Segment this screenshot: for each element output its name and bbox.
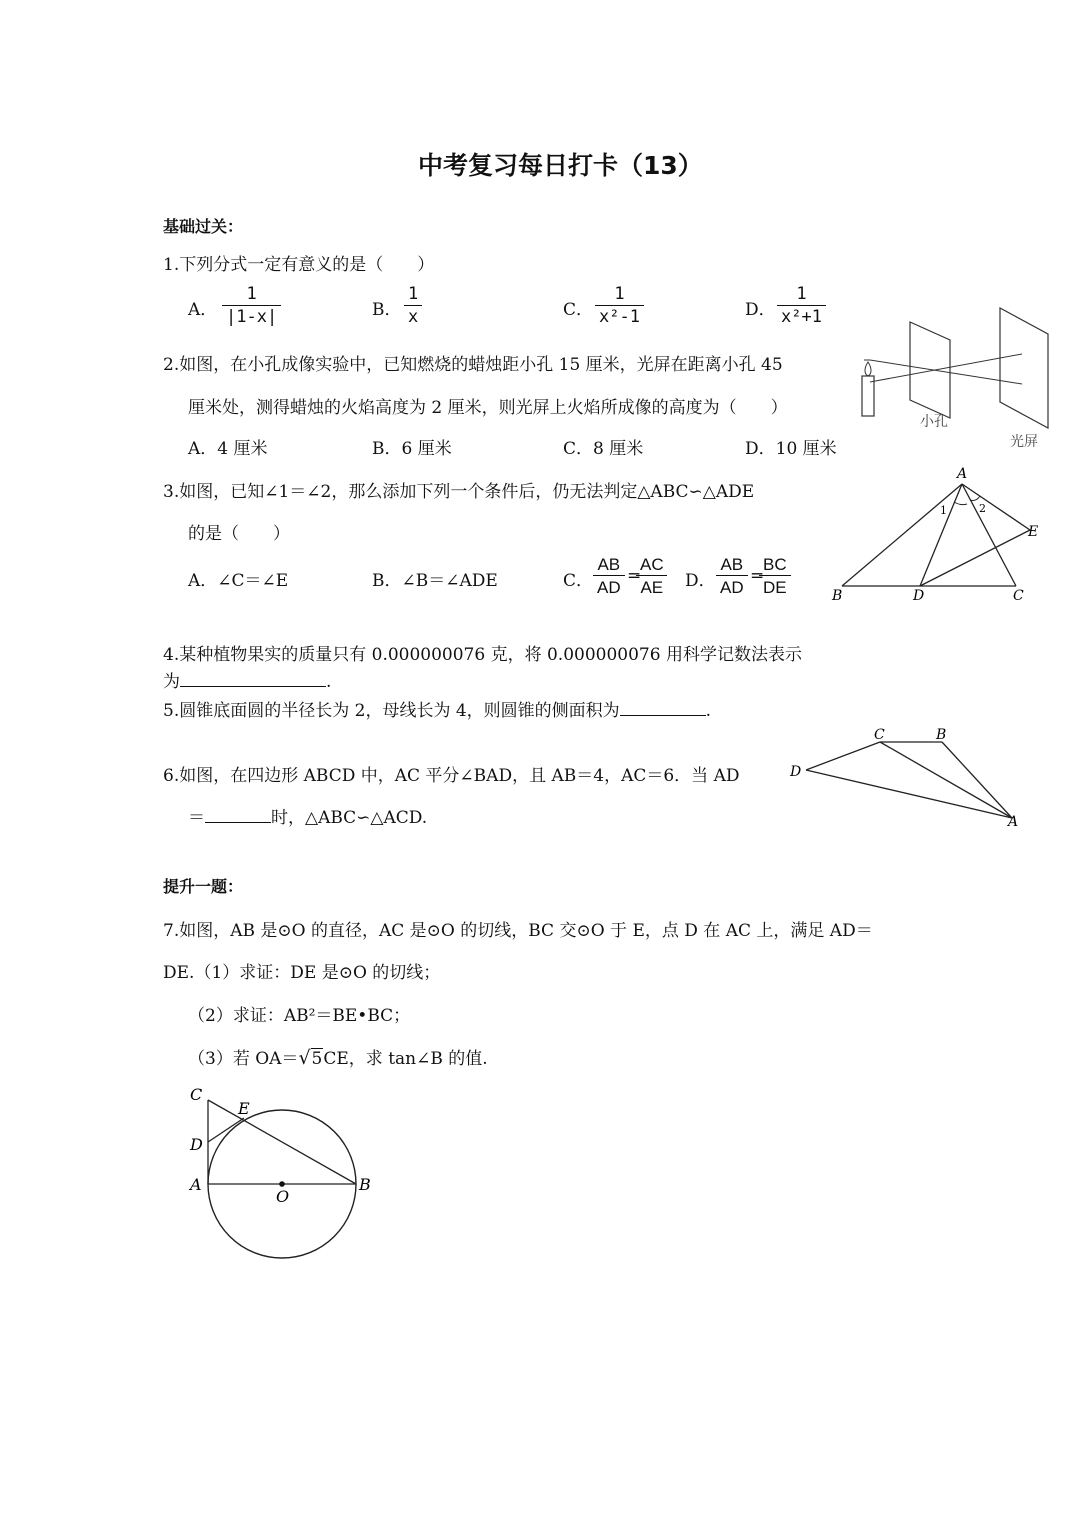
q7-label-e: E [238, 1099, 250, 1118]
q1-option-c-denominator: x²-1 [595, 305, 644, 326]
q3-label-angle-2: 2 [979, 502, 986, 515]
q7-line4 [188, 1044, 488, 1069]
q3-option-d-fraction-1 [716, 556, 748, 596]
q3-option-d-num-2: BC [763, 555, 787, 574]
q6-line2 [188, 803, 427, 828]
section-basic-heading: 基础过关： [163, 217, 244, 236]
q3-option-d-equals: = [750, 566, 765, 586]
q7-circle-figure [182, 1078, 392, 1264]
q7-label-c: C [190, 1085, 203, 1104]
q3-line1: 3.如图，已知∠1＝∠2，那么添加下列一个条件后，仍无法判定△ABC∽△ADE [163, 482, 755, 502]
segment-dc [806, 742, 880, 770]
q3-option-c-fraction-1 [593, 556, 625, 596]
q3-label-b: B [832, 588, 843, 604]
q3-option-c-equals: = [627, 566, 642, 586]
q3-line2: 的是（ ） [188, 524, 290, 544]
q1-option-d-fraction [777, 286, 826, 326]
q4-line2 [163, 667, 331, 692]
q2-pinhole-figure [852, 300, 1062, 460]
segment-ba [942, 742, 1012, 818]
q3-option-d-label: D． [685, 571, 716, 591]
q2-line2: 厘米处，测得蜡烛的火焰高度为 2 厘米，则光屏上火焰所成像的高度为（ ） [188, 398, 788, 418]
q1-stem: 1.下列分式一定有意义的是（ ） [163, 255, 435, 275]
q2-option-b: B．6 厘米 [372, 439, 452, 459]
page-title: 中考复习每日打卡（13） [418, 151, 703, 180]
q7-line3: （2）求证：AB²＝BE•BC； [188, 1006, 411, 1026]
q1-option-b-fraction [404, 286, 422, 326]
q3-label-e: E [1028, 524, 1039, 540]
pinhole-label: 小孔 [920, 414, 948, 430]
q3-option-d-den-1: AD [716, 575, 748, 596]
q7-line4-prefix: （3）若 OA＝ [188, 1049, 299, 1069]
q7-radicand: 5 [311, 1049, 323, 1069]
q1-option-b-label: B． [372, 300, 402, 320]
q7-label-a: A [190, 1175, 202, 1194]
q7-line4-suffix: CE，求 tan∠B 的值. [323, 1049, 488, 1069]
q1-option-d-label: D． [745, 300, 776, 320]
q7-label-b: B [359, 1175, 371, 1194]
q6-label-c: C [874, 727, 885, 743]
q1-option-a-fraction [222, 286, 281, 326]
q7-label-d: D [190, 1135, 203, 1154]
q4-line2-suffix: . [326, 672, 332, 692]
segment-de [208, 1118, 244, 1142]
q6-answer-blank[interactable] [205, 806, 271, 823]
angle-1-arc [954, 502, 967, 505]
q7-line1: 7.如图，AB 是⊙O 的直径，AC 是⊙O 的切线，BC 交⊙O 于 E，点 D 在 AC 上，满足 AD＝ [163, 921, 873, 941]
q3-label-d: D [913, 588, 925, 604]
q1-option-b-denominator: x [404, 305, 422, 326]
q3-option-c-fraction-2 [636, 556, 668, 596]
q3-option-b: B．∠B＝∠ADE [372, 571, 498, 591]
q6-line2-suffix: 时，△ABC∽△ACD. [271, 808, 428, 828]
q3-option-c-num-1: AB [597, 555, 621, 574]
q3-label-angle-1: 1 [940, 504, 947, 517]
section-advance-heading: 提升一题： [163, 877, 244, 896]
q3-option-d-den-2: DE [759, 575, 791, 596]
segment-da [806, 770, 1012, 818]
q5-answer-blank[interactable] [620, 699, 706, 716]
pinhole-panel [910, 322, 950, 418]
q1-option-c-numerator: 1 [614, 284, 625, 304]
q2-line1: 2.如图，在小孔成像实验中，已知燃烧的蜡烛距小孔 15 厘米，光屏在距离小孔 45 [163, 355, 783, 375]
q6-line1: 6.如图，在四边形 ABCD 中，AC 平分∠BAD，且 AB＝4，AC＝6．当 AD [163, 766, 740, 786]
screen-panel [1000, 308, 1048, 428]
segment-ca [880, 742, 1012, 818]
q4-line2-prefix: 为 [163, 672, 180, 692]
q1-option-d-numerator: 1 [796, 284, 807, 304]
q6-label-b: B [936, 727, 947, 743]
q5-text: 5.圆锥底面圆的半径长为 2，母线长为 4，则圆锥的侧面积为 [163, 701, 620, 721]
q7-label-o: O [276, 1187, 290, 1206]
q1-option-c-fraction [595, 286, 644, 326]
q3-label-c: C [1013, 588, 1024, 604]
q1-option-a-denominator: |1-x| [222, 305, 281, 326]
ray-2 [870, 354, 1022, 382]
q3-option-c-num-2: AC [640, 555, 664, 574]
flame-icon [865, 362, 871, 376]
segment-de [920, 530, 1030, 586]
angle-2-arc [970, 496, 980, 501]
q7-line2: DE.（1）求证：DE 是⊙O 的切线； [163, 963, 441, 983]
q1-option-a-label: A． [188, 300, 218, 320]
q3-option-d-fraction-2 [759, 556, 791, 596]
sqrt-icon: √ [298, 1047, 311, 1069]
segment-cb [208, 1100, 356, 1184]
q2-option-c: C．8 厘米 [563, 439, 644, 459]
segment-ba [842, 484, 962, 586]
q4-line1: 4.某种植物果实的质量只有 0.000000076 克，将 0.000000076 用科学记数法表示 [163, 645, 802, 665]
q6-label-d: D [790, 764, 802, 780]
q1-option-b-numerator: 1 [408, 284, 419, 304]
q2-option-a: A．4 厘米 [188, 439, 268, 459]
q6-label-a: A [1008, 814, 1019, 830]
q3-triangle-figure [826, 462, 1048, 608]
q5-suffix: . [705, 701, 712, 721]
q3-option-c-den-1: AD [593, 575, 625, 596]
ray-1 [870, 360, 1022, 384]
segment-ad [920, 484, 962, 586]
q4-answer-blank[interactable] [180, 670, 326, 687]
segment-ac [962, 484, 1016, 586]
q5-line [163, 696, 711, 721]
q6-quadrilateral-figure [786, 722, 1026, 834]
q3-option-c-label: C． [563, 571, 594, 591]
q3-label-a: A [957, 466, 968, 482]
q1-option-c-label: C． [563, 300, 594, 320]
segment-ae [962, 484, 1030, 530]
q6-line2-prefix: ＝ [188, 808, 205, 828]
q1-option-a-numerator: 1 [246, 284, 257, 304]
q1-option-d-denominator: x²+1 [777, 305, 826, 326]
center-dot [279, 1181, 285, 1187]
q3-option-c-den-2: AE [636, 575, 667, 596]
q2-option-d: D．10 厘米 [745, 439, 837, 459]
screen-label: 光屏 [1010, 434, 1038, 450]
q3-option-a: A．∠C＝∠E [188, 571, 289, 591]
q3-option-d-num-1: AB [720, 555, 744, 574]
